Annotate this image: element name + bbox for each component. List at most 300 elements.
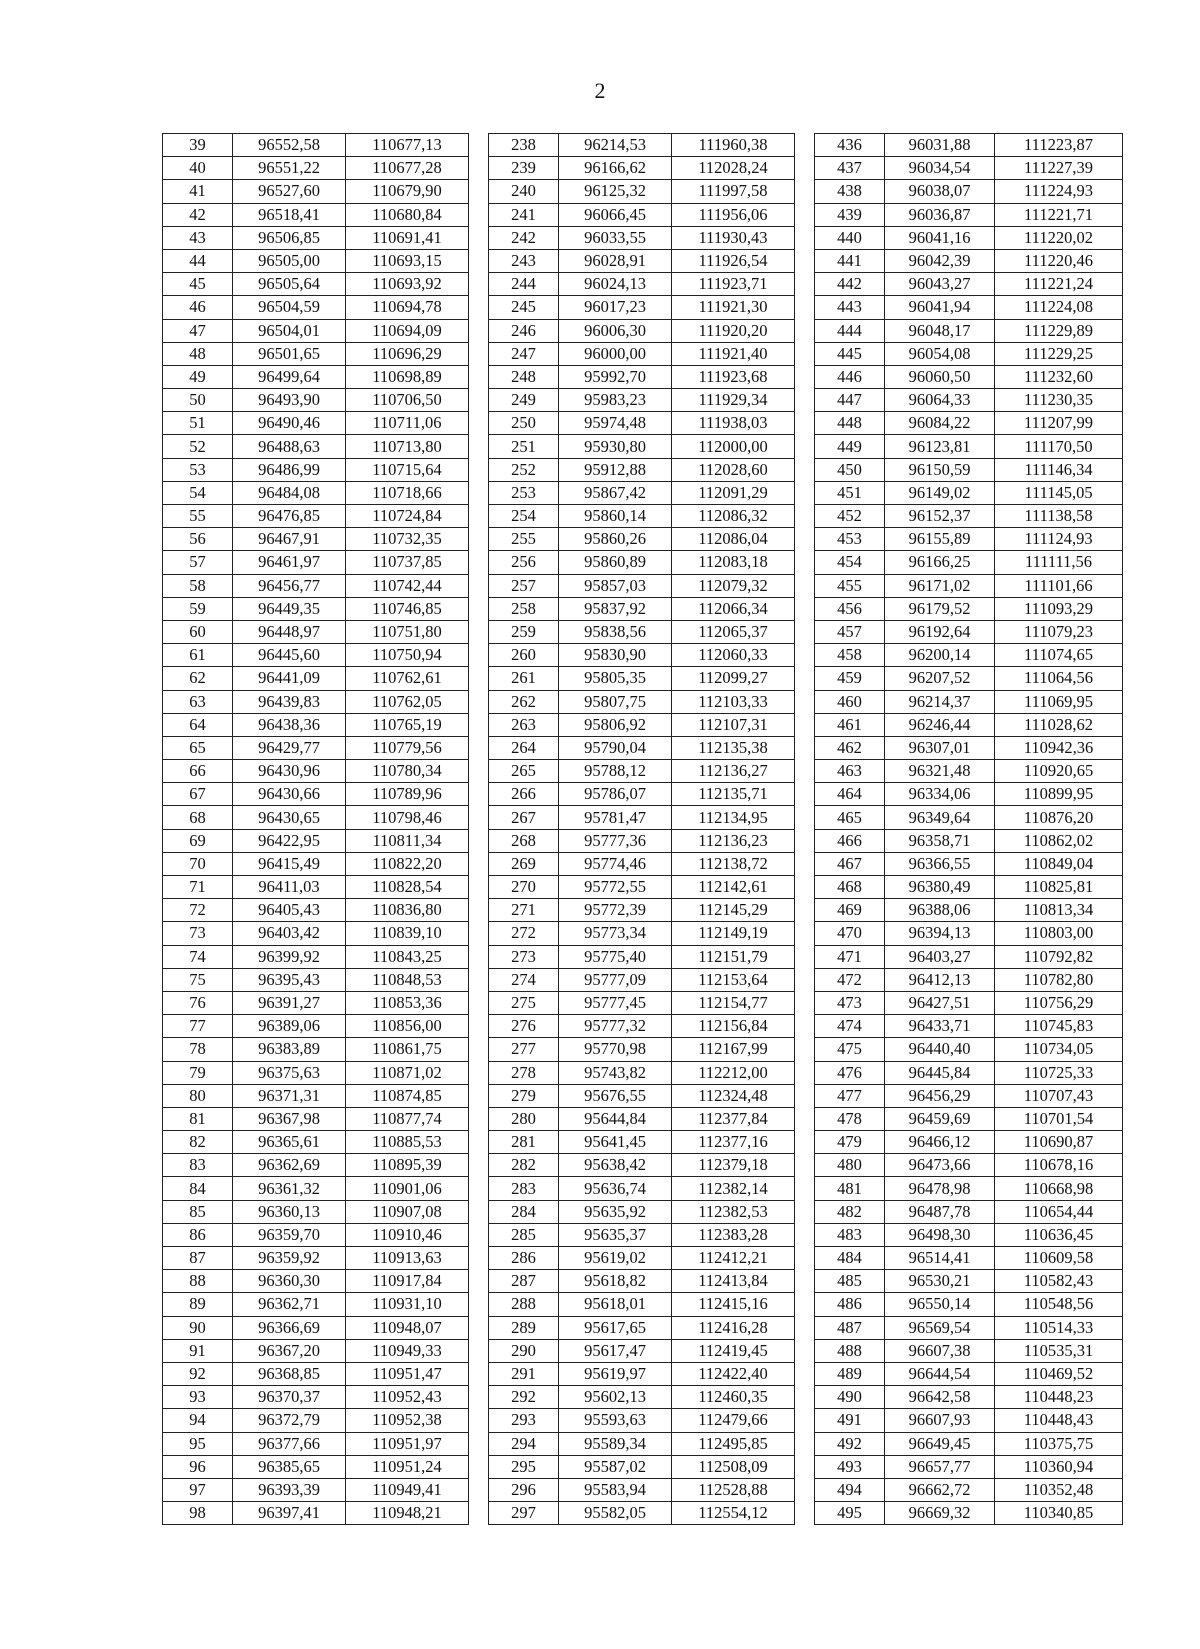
x-coordinate-cell: 96334,06 — [885, 783, 995, 806]
column-group-spacer — [469, 1339, 489, 1362]
table-row — [163, 1084, 1123, 1107]
x-coordinate-cell: 96389,06 — [233, 1015, 346, 1038]
point-number-cell: 239 — [489, 157, 559, 180]
y-coordinate-cell: 110636,45 — [995, 1223, 1123, 1246]
column-group-spacer — [795, 1107, 815, 1130]
column-group-spacer — [795, 945, 815, 968]
column-group-spacer — [795, 1478, 815, 1501]
y-coordinate-cell: 112083,18 — [672, 551, 795, 574]
y-coordinate-cell: 110718,66 — [346, 481, 469, 504]
y-coordinate-cell: 112145,29 — [672, 899, 795, 922]
x-coordinate-cell: 96395,43 — [233, 968, 346, 991]
y-coordinate-cell: 110737,85 — [346, 551, 469, 574]
y-coordinate-cell: 110677,28 — [346, 157, 469, 180]
x-coordinate-cell: 96486,99 — [233, 458, 346, 481]
x-coordinate-cell: 96499,64 — [233, 365, 346, 388]
y-coordinate-cell: 110848,53 — [346, 968, 469, 991]
column-group-spacer — [795, 760, 815, 783]
y-coordinate-cell: 110742,44 — [346, 574, 469, 597]
table-row — [163, 1015, 1123, 1038]
x-coordinate-cell: 95619,02 — [559, 1247, 672, 1270]
x-coordinate-cell: 96467,91 — [233, 528, 346, 551]
point-number-cell: 477 — [815, 1084, 885, 1107]
point-number-cell: 48 — [163, 342, 233, 365]
column-group-spacer — [795, 342, 815, 365]
point-number-cell: 483 — [815, 1223, 885, 1246]
point-number-cell: 467 — [815, 852, 885, 875]
y-coordinate-cell: 110813,34 — [995, 899, 1123, 922]
y-coordinate-cell: 110899,95 — [995, 783, 1123, 806]
point-number-cell: 273 — [489, 945, 559, 968]
y-coordinate-cell: 110951,24 — [346, 1455, 469, 1478]
column-group-spacer — [795, 528, 815, 551]
y-coordinate-cell: 111230,35 — [995, 389, 1123, 412]
x-coordinate-cell: 95838,56 — [559, 620, 672, 643]
x-coordinate-cell: 96361,32 — [233, 1177, 346, 1200]
point-number-cell: 461 — [815, 713, 885, 736]
y-coordinate-cell: 110798,46 — [346, 806, 469, 829]
point-number-cell: 94 — [163, 1409, 233, 1432]
point-number-cell: 88 — [163, 1270, 233, 1293]
x-coordinate-cell: 96370,37 — [233, 1386, 346, 1409]
x-coordinate-cell: 95774,46 — [559, 852, 672, 875]
x-coordinate-cell: 96000,00 — [559, 342, 672, 365]
y-coordinate-cell: 112413,84 — [672, 1270, 795, 1293]
x-coordinate-cell: 96506,85 — [233, 226, 346, 249]
point-number-cell: 50 — [163, 389, 233, 412]
y-coordinate-cell: 110375,75 — [995, 1432, 1123, 1455]
column-group-spacer — [795, 296, 815, 319]
table-row — [163, 180, 1123, 203]
x-coordinate-cell: 96380,49 — [885, 876, 995, 899]
y-coordinate-cell: 112099,27 — [672, 667, 795, 690]
point-number-cell: 459 — [815, 667, 885, 690]
y-coordinate-cell: 111207,99 — [995, 412, 1123, 435]
point-number-cell: 265 — [489, 760, 559, 783]
y-coordinate-cell: 111170,50 — [995, 435, 1123, 458]
point-number-cell: 451 — [815, 481, 885, 504]
x-coordinate-cell: 96411,03 — [233, 876, 346, 899]
column-group-spacer — [795, 389, 815, 412]
point-number-cell: 255 — [489, 528, 559, 551]
table-row — [163, 1409, 1123, 1432]
point-number-cell: 267 — [489, 806, 559, 829]
point-number-cell: 438 — [815, 180, 885, 203]
point-number-cell: 447 — [815, 389, 885, 412]
x-coordinate-cell: 96518,41 — [233, 203, 346, 226]
point-number-cell: 67 — [163, 783, 233, 806]
column-group-spacer — [469, 1293, 489, 1316]
table-row — [163, 1223, 1123, 1246]
x-coordinate-cell: 95635,37 — [559, 1223, 672, 1246]
x-coordinate-cell: 95644,84 — [559, 1107, 672, 1130]
x-coordinate-cell: 96415,49 — [233, 852, 346, 875]
table-row — [163, 1386, 1123, 1409]
y-coordinate-cell: 111920,20 — [672, 319, 795, 342]
x-coordinate-cell: 96152,37 — [885, 505, 995, 528]
x-coordinate-cell: 96166,25 — [885, 551, 995, 574]
y-coordinate-cell: 111111,56 — [995, 551, 1123, 574]
y-coordinate-cell: 112000,00 — [672, 435, 795, 458]
x-coordinate-cell: 96149,02 — [885, 481, 995, 504]
x-coordinate-cell: 95781,47 — [559, 806, 672, 829]
x-coordinate-cell: 96171,02 — [885, 574, 995, 597]
point-number-cell: 80 — [163, 1084, 233, 1107]
y-coordinate-cell: 110677,13 — [346, 134, 469, 157]
x-coordinate-cell: 96644,54 — [885, 1362, 995, 1385]
point-number-cell: 241 — [489, 203, 559, 226]
x-coordinate-cell: 96530,21 — [885, 1270, 995, 1293]
x-coordinate-cell: 95992,70 — [559, 365, 672, 388]
x-coordinate-cell: 96478,98 — [885, 1177, 995, 1200]
column-group-spacer — [469, 667, 489, 690]
x-coordinate-cell: 95770,98 — [559, 1038, 672, 1061]
table-row — [163, 876, 1123, 899]
point-number-cell: 276 — [489, 1015, 559, 1038]
y-coordinate-cell: 112065,37 — [672, 620, 795, 643]
point-number-cell: 439 — [815, 203, 885, 226]
table-row — [163, 412, 1123, 435]
x-coordinate-cell: 96041,16 — [885, 226, 995, 249]
column-group-spacer — [795, 249, 815, 272]
point-number-cell: 487 — [815, 1316, 885, 1339]
x-coordinate-cell: 96476,85 — [233, 505, 346, 528]
point-number-cell: 41 — [163, 180, 233, 203]
table-row — [163, 203, 1123, 226]
column-group-spacer — [795, 806, 815, 829]
y-coordinate-cell: 110876,20 — [995, 806, 1123, 829]
x-coordinate-cell: 95593,63 — [559, 1409, 672, 1432]
column-group-spacer — [469, 296, 489, 319]
column-group-spacer — [469, 829, 489, 852]
x-coordinate-cell: 96501,65 — [233, 342, 346, 365]
point-number-cell: 469 — [815, 899, 885, 922]
y-coordinate-cell: 110792,82 — [995, 945, 1123, 968]
x-coordinate-cell: 96569,54 — [885, 1316, 995, 1339]
x-coordinate-cell: 96459,69 — [885, 1107, 995, 1130]
x-coordinate-cell: 96207,52 — [885, 667, 995, 690]
column-group-spacer — [795, 226, 815, 249]
column-group-spacer — [469, 1247, 489, 1270]
y-coordinate-cell: 110352,48 — [995, 1478, 1123, 1501]
x-coordinate-cell: 96155,89 — [885, 528, 995, 551]
column-group-spacer — [795, 157, 815, 180]
x-coordinate-cell: 96388,06 — [885, 899, 995, 922]
y-coordinate-cell: 111930,43 — [672, 226, 795, 249]
x-coordinate-cell: 95806,92 — [559, 713, 672, 736]
y-coordinate-cell: 111929,34 — [672, 389, 795, 412]
y-coordinate-cell: 112136,27 — [672, 760, 795, 783]
x-coordinate-cell: 96360,13 — [233, 1200, 346, 1223]
y-coordinate-cell: 112091,29 — [672, 481, 795, 504]
column-group-spacer — [795, 1154, 815, 1177]
point-number-cell: 257 — [489, 574, 559, 597]
x-coordinate-cell: 95790,04 — [559, 736, 672, 759]
y-coordinate-cell: 112528,88 — [672, 1478, 795, 1501]
y-coordinate-cell: 110751,80 — [346, 620, 469, 643]
y-coordinate-cell: 110654,44 — [995, 1200, 1123, 1223]
point-number-cell: 238 — [489, 134, 559, 157]
table-row — [163, 296, 1123, 319]
y-coordinate-cell: 112167,99 — [672, 1038, 795, 1061]
point-number-cell: 71 — [163, 876, 233, 899]
point-number-cell: 465 — [815, 806, 885, 829]
point-number-cell: 270 — [489, 876, 559, 899]
x-coordinate-cell: 96084,22 — [885, 412, 995, 435]
column-group-spacer — [795, 1270, 815, 1293]
column-group-spacer — [795, 922, 815, 945]
point-number-cell: 247 — [489, 342, 559, 365]
point-number-cell: 490 — [815, 1386, 885, 1409]
y-coordinate-cell: 111220,02 — [995, 226, 1123, 249]
y-coordinate-cell: 110836,80 — [346, 899, 469, 922]
point-number-cell: 54 — [163, 481, 233, 504]
x-coordinate-cell: 96551,22 — [233, 157, 346, 180]
x-coordinate-cell: 96359,70 — [233, 1223, 346, 1246]
column-group-spacer — [795, 1038, 815, 1061]
column-group-spacer — [469, 1409, 489, 1432]
column-group-spacer — [795, 713, 815, 736]
column-group-spacer — [795, 1455, 815, 1478]
y-coordinate-cell: 110756,29 — [995, 991, 1123, 1014]
table-row — [163, 1293, 1123, 1316]
y-coordinate-cell: 112028,60 — [672, 458, 795, 481]
y-coordinate-cell: 110746,85 — [346, 597, 469, 620]
y-coordinate-cell: 111921,40 — [672, 342, 795, 365]
x-coordinate-cell: 96034,54 — [885, 157, 995, 180]
point-number-cell: 457 — [815, 620, 885, 643]
y-coordinate-cell: 111101,66 — [995, 574, 1123, 597]
point-number-cell: 441 — [815, 249, 885, 272]
y-coordinate-cell: 111926,54 — [672, 249, 795, 272]
y-coordinate-cell: 110693,15 — [346, 249, 469, 272]
x-coordinate-cell: 95582,05 — [559, 1502, 672, 1525]
table-row — [163, 551, 1123, 574]
y-coordinate-cell: 111938,03 — [672, 412, 795, 435]
point-number-cell: 249 — [489, 389, 559, 412]
y-coordinate-cell: 111145,05 — [995, 481, 1123, 504]
y-coordinate-cell: 110895,39 — [346, 1154, 469, 1177]
table-row — [163, 574, 1123, 597]
column-group-spacer — [469, 1223, 489, 1246]
y-coordinate-cell: 111064,56 — [995, 667, 1123, 690]
y-coordinate-cell: 110789,96 — [346, 783, 469, 806]
point-number-cell: 69 — [163, 829, 233, 852]
y-coordinate-cell: 111069,95 — [995, 690, 1123, 713]
x-coordinate-cell: 96405,43 — [233, 899, 346, 922]
y-coordinate-cell: 110861,75 — [346, 1038, 469, 1061]
column-group-spacer — [469, 1455, 489, 1478]
y-coordinate-cell: 112460,35 — [672, 1386, 795, 1409]
point-number-cell: 482 — [815, 1200, 885, 1223]
x-coordinate-cell: 96427,51 — [885, 991, 995, 1014]
point-number-cell: 268 — [489, 829, 559, 852]
column-group-spacer — [469, 1107, 489, 1130]
y-coordinate-cell: 112377,84 — [672, 1107, 795, 1130]
x-coordinate-cell: 95857,03 — [559, 574, 672, 597]
point-number-cell: 68 — [163, 806, 233, 829]
column-group-spacer — [469, 1061, 489, 1084]
point-number-cell: 97 — [163, 1478, 233, 1501]
table-row — [163, 273, 1123, 296]
x-coordinate-cell: 96359,92 — [233, 1247, 346, 1270]
table-row — [163, 1362, 1123, 1385]
point-number-cell: 93 — [163, 1386, 233, 1409]
y-coordinate-cell: 110910,46 — [346, 1223, 469, 1246]
table-row — [163, 528, 1123, 551]
table-row — [163, 1177, 1123, 1200]
point-number-cell: 296 — [489, 1478, 559, 1501]
point-number-cell: 279 — [489, 1084, 559, 1107]
y-coordinate-cell: 110745,83 — [995, 1015, 1123, 1038]
x-coordinate-cell: 96504,59 — [233, 296, 346, 319]
y-coordinate-cell: 112103,33 — [672, 690, 795, 713]
column-group-spacer — [795, 458, 815, 481]
point-number-cell: 256 — [489, 551, 559, 574]
x-coordinate-cell: 96487,78 — [885, 1200, 995, 1223]
column-group-spacer — [795, 968, 815, 991]
point-number-cell: 43 — [163, 226, 233, 249]
column-group-spacer — [469, 922, 489, 945]
column-group-spacer — [795, 667, 815, 690]
x-coordinate-cell: 95830,90 — [559, 644, 672, 667]
x-coordinate-cell: 96488,63 — [233, 435, 346, 458]
x-coordinate-cell: 96017,23 — [559, 296, 672, 319]
x-coordinate-cell: 96042,39 — [885, 249, 995, 272]
y-coordinate-cell: 110839,10 — [346, 922, 469, 945]
y-coordinate-cell: 110698,89 — [346, 365, 469, 388]
x-coordinate-cell: 96550,14 — [885, 1293, 995, 1316]
column-group-spacer — [469, 690, 489, 713]
x-coordinate-cell: 96383,89 — [233, 1038, 346, 1061]
column-group-spacer — [469, 713, 489, 736]
table-row — [163, 667, 1123, 690]
y-coordinate-cell: 110942,36 — [995, 736, 1123, 759]
point-number-cell: 295 — [489, 1455, 559, 1478]
x-coordinate-cell: 96403,27 — [885, 945, 995, 968]
x-coordinate-cell: 95641,45 — [559, 1131, 672, 1154]
point-number-cell: 480 — [815, 1154, 885, 1177]
column-group-spacer — [469, 180, 489, 203]
table-row — [163, 1455, 1123, 1478]
y-coordinate-cell: 112382,53 — [672, 1200, 795, 1223]
column-group-spacer — [469, 319, 489, 342]
x-coordinate-cell: 96433,71 — [885, 1015, 995, 1038]
y-coordinate-cell: 110877,74 — [346, 1107, 469, 1130]
point-number-cell: 463 — [815, 760, 885, 783]
table-row — [163, 991, 1123, 1014]
point-number-cell: 58 — [163, 574, 233, 597]
x-coordinate-cell: 95772,39 — [559, 899, 672, 922]
table-row — [163, 945, 1123, 968]
x-coordinate-cell: 96366,69 — [233, 1316, 346, 1339]
x-coordinate-cell: 96461,97 — [233, 551, 346, 574]
column-group-spacer — [795, 1409, 815, 1432]
y-coordinate-cell: 111956,06 — [672, 203, 795, 226]
column-group-spacer — [795, 273, 815, 296]
column-group-spacer — [469, 134, 489, 157]
point-number-cell: 39 — [163, 134, 233, 157]
point-number-cell: 277 — [489, 1038, 559, 1061]
point-number-cell: 252 — [489, 458, 559, 481]
point-number-cell: 57 — [163, 551, 233, 574]
column-group-spacer — [469, 1131, 489, 1154]
y-coordinate-cell: 111923,68 — [672, 365, 795, 388]
x-coordinate-cell: 96371,31 — [233, 1084, 346, 1107]
x-coordinate-cell: 95617,65 — [559, 1316, 672, 1339]
column-group-spacer — [469, 852, 489, 875]
point-number-cell: 281 — [489, 1131, 559, 1154]
y-coordinate-cell: 111146,34 — [995, 458, 1123, 481]
column-group-spacer — [469, 1200, 489, 1223]
point-number-cell: 77 — [163, 1015, 233, 1038]
column-group-spacer — [469, 1432, 489, 1455]
point-number-cell: 274 — [489, 968, 559, 991]
y-coordinate-cell: 110679,90 — [346, 180, 469, 203]
table-row — [163, 1339, 1123, 1362]
point-number-cell: 64 — [163, 713, 233, 736]
point-number-cell: 52 — [163, 435, 233, 458]
x-coordinate-cell: 96150,59 — [885, 458, 995, 481]
table-row — [163, 644, 1123, 667]
y-coordinate-cell: 110853,36 — [346, 991, 469, 1014]
table-row — [163, 1200, 1123, 1223]
y-coordinate-cell: 112060,33 — [672, 644, 795, 667]
point-number-cell: 440 — [815, 226, 885, 249]
point-number-cell: 266 — [489, 783, 559, 806]
x-coordinate-cell: 96246,44 — [885, 713, 995, 736]
y-coordinate-cell: 110548,56 — [995, 1293, 1123, 1316]
y-coordinate-cell: 110951,97 — [346, 1432, 469, 1455]
table-row — [163, 319, 1123, 342]
point-number-cell: 285 — [489, 1223, 559, 1246]
x-coordinate-cell: 96498,30 — [885, 1223, 995, 1246]
column-group-spacer — [469, 458, 489, 481]
point-number-cell: 278 — [489, 1061, 559, 1084]
x-coordinate-cell: 96440,40 — [885, 1038, 995, 1061]
point-number-cell: 294 — [489, 1432, 559, 1455]
x-coordinate-cell: 95786,07 — [559, 783, 672, 806]
point-number-cell: 45 — [163, 273, 233, 296]
table-row — [163, 1270, 1123, 1293]
column-group-spacer — [469, 1362, 489, 1385]
coordinates-table — [162, 133, 1123, 1525]
x-coordinate-cell: 96445,60 — [233, 644, 346, 667]
point-number-cell: 63 — [163, 690, 233, 713]
y-coordinate-cell: 112138,72 — [672, 852, 795, 875]
point-number-cell: 78 — [163, 1038, 233, 1061]
point-number-cell: 481 — [815, 1177, 885, 1200]
point-number-cell: 79 — [163, 1061, 233, 1084]
column-group-spacer — [469, 945, 489, 968]
column-group-spacer — [795, 412, 815, 435]
x-coordinate-cell: 96448,97 — [233, 620, 346, 643]
x-coordinate-cell: 96393,39 — [233, 1478, 346, 1501]
point-number-cell: 53 — [163, 458, 233, 481]
point-number-cell: 460 — [815, 690, 885, 713]
point-number-cell: 458 — [815, 644, 885, 667]
y-coordinate-cell: 110678,16 — [995, 1154, 1123, 1177]
x-coordinate-cell: 95676,55 — [559, 1084, 672, 1107]
y-coordinate-cell: 111997,58 — [672, 180, 795, 203]
x-coordinate-cell: 96179,52 — [885, 597, 995, 620]
column-group-spacer — [469, 528, 489, 551]
x-coordinate-cell: 96642,58 — [885, 1386, 995, 1409]
column-group-spacer — [469, 157, 489, 180]
x-coordinate-cell: 96430,65 — [233, 806, 346, 829]
y-coordinate-cell: 111224,93 — [995, 180, 1123, 203]
point-number-cell: 73 — [163, 922, 233, 945]
